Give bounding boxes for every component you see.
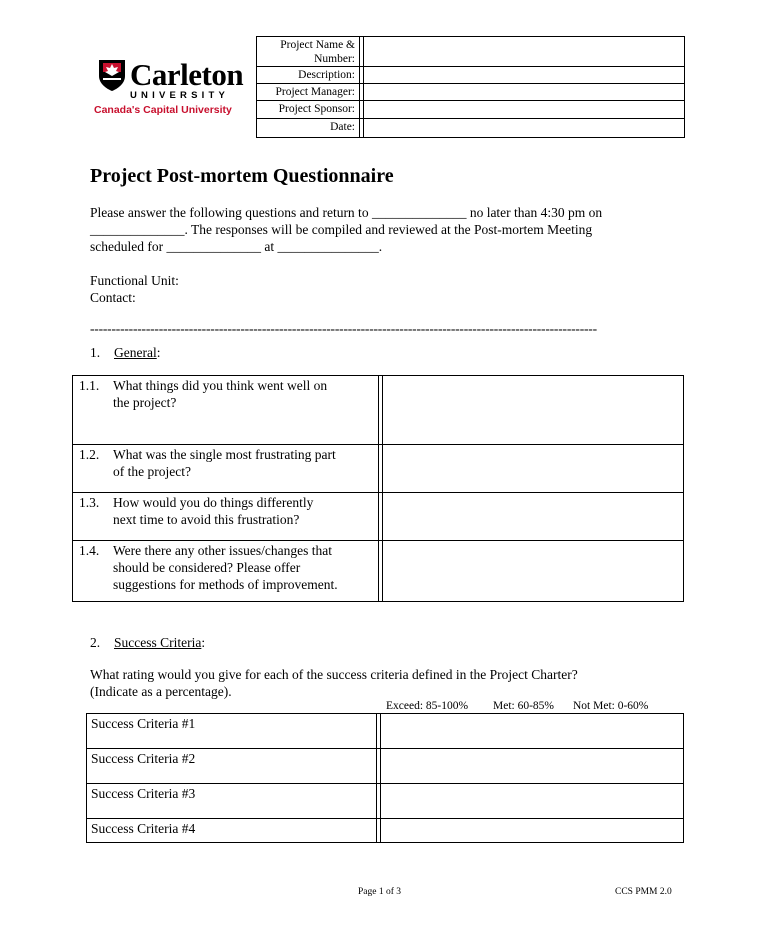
intro-line-1: Please answer the following questions and return to ______________ no later than 4:30 pm on bbox=[90, 205, 603, 220]
question-cell: 1.2. What was the single most frustrating part of the project? bbox=[73, 445, 379, 492]
criteria-row bbox=[87, 819, 683, 842]
rating-not-met: Not Met: 0-60% bbox=[573, 700, 649, 712]
question-row bbox=[73, 541, 683, 601]
criteria-row bbox=[87, 714, 683, 749]
intro-line-2: ______________. The responses will be compiled and reviewed at the Post-mortem Meeting bbox=[90, 222, 593, 237]
sponsor-field[interactable] bbox=[365, 101, 684, 118]
project-name-field[interactable] bbox=[365, 37, 684, 66]
answer-cell-1-2[interactable] bbox=[382, 445, 683, 492]
success-criteria-table bbox=[86, 713, 684, 843]
date-field[interactable] bbox=[365, 119, 684, 137]
date-label: Date: bbox=[257, 119, 360, 137]
criteria-rating-cell-2[interactable] bbox=[380, 749, 683, 783]
criteria-label: Success Criteria #1 bbox=[87, 714, 377, 748]
question-row bbox=[73, 376, 683, 445]
question-row bbox=[73, 493, 683, 541]
criteria-row bbox=[87, 784, 683, 819]
rating-question-line-2: (Indicate as a percentage). bbox=[90, 684, 232, 699]
section-1-heading: 1. General: bbox=[90, 345, 161, 360]
description-field[interactable] bbox=[365, 67, 684, 83]
page-number: Page 1 of 3 bbox=[358, 887, 402, 897]
document-id: CCS PMM 2.0 bbox=[615, 887, 672, 897]
project-name-row bbox=[257, 37, 684, 67]
question-cell: 1.1. What things did you think went well on the project? bbox=[73, 376, 379, 444]
question-cell: 1.4. Were there any other issues/changes that should be considered? Please offer suggestions for methods of improvement. bbox=[73, 541, 379, 601]
sponsor-label: Project Sponsor: bbox=[257, 101, 360, 118]
manager-row bbox=[257, 84, 684, 101]
project-info-table bbox=[256, 36, 685, 138]
contact-label: Contact: bbox=[90, 290, 136, 305]
project-name-label: Project Name & Number: bbox=[257, 37, 360, 66]
rating-exceed: Exceed: 85-100% bbox=[386, 700, 469, 712]
date-row bbox=[257, 119, 684, 137]
description-label: Description: bbox=[257, 67, 360, 83]
logo-university: UNIVERSITY bbox=[130, 90, 230, 101]
functional-unit-label: Functional Unit: bbox=[90, 273, 179, 288]
criteria-row bbox=[87, 749, 683, 784]
answer-cell-1-3[interactable] bbox=[382, 493, 683, 540]
carleton-shield-logo-icon bbox=[97, 58, 127, 92]
general-questions-table bbox=[72, 375, 684, 602]
description-row bbox=[257, 67, 684, 84]
criteria-rating-cell-4[interactable] bbox=[380, 819, 683, 842]
rating-met: Met: 60-85% bbox=[493, 700, 555, 712]
answer-cell-1-1[interactable] bbox=[382, 376, 683, 444]
section-2-heading: 2. Success Criteria: bbox=[90, 635, 206, 650]
criteria-label: Success Criteria #3 bbox=[87, 784, 377, 818]
page-title: Project Post-mortem Questionnaire bbox=[90, 165, 394, 187]
criteria-label: Success Criteria #2 bbox=[87, 749, 377, 783]
criteria-rating-cell-1[interactable] bbox=[380, 714, 683, 748]
criteria-label: Success Criteria #4 bbox=[87, 819, 377, 842]
answer-cell-1-4[interactable] bbox=[382, 541, 683, 601]
question-row bbox=[73, 445, 683, 493]
criteria-rating-cell-3[interactable] bbox=[380, 784, 683, 818]
logo-wordmark: Carleton bbox=[130, 57, 244, 92]
sponsor-row bbox=[257, 101, 684, 119]
question-cell: 1.3. How would you do things differently next time to avoid this frustration? bbox=[73, 493, 379, 540]
manager-field[interactable] bbox=[365, 84, 684, 100]
rating-question-line-1: What rating would you give for each of the success criteria defined in the Project Charter? bbox=[90, 667, 578, 682]
logo-tagline: Canada's Capital University bbox=[94, 104, 232, 116]
divider-line: ---------------------------------------------------------------------------------------------------------------------- bbox=[90, 321, 597, 336]
manager-label: Project Manager: bbox=[257, 84, 360, 100]
intro-line-3: scheduled for ______________ at _______________. bbox=[90, 239, 383, 254]
